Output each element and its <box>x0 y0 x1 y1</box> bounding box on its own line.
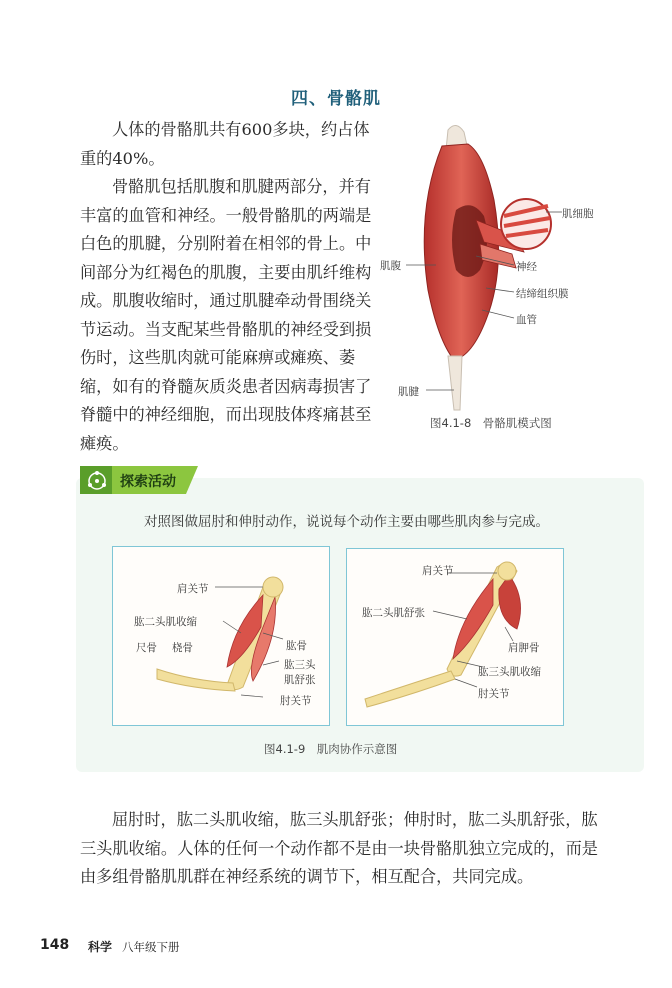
flex-label-humerus: 肱骨 <box>286 640 307 652</box>
extend-label-elbow: 肘关节 <box>478 688 510 700</box>
molecule-icon <box>86 470 108 492</box>
label-tendon: 肌腱 <box>398 386 419 398</box>
flex-label-radius: 桡骨 <box>172 642 193 654</box>
flex-label-triceps-1: 肱三头 <box>284 659 316 671</box>
paragraph-elbow-movement: 屈肘时，肱二头肌收缩，肱三头肌舒张；伸肘时，肱二头肌舒张，肱三头肌收缩。人体的任何一个动作都不是由一块骨骼肌独立完成的，而是由多组骨骼肌肌群在神经系统的调节下，相互配合，共同完成。 <box>80 810 598 886</box>
panel-extension <box>346 548 564 726</box>
section-title: 四、骨骼肌 <box>291 89 381 109</box>
paragraph-muscle-structure: 骨骼肌包括肌腹和肌腱两部分，并有丰富的血管和神经。一般骨骼肌的两端是白色的肌腱，分别附着在相邻的骨上。中间部分为红褐色的肌腹，主要由肌纤维构成。肌腹收缩时，通过肌腱牵动骨围绕关节运动。当支配某些骨骼肌的神经受到损伤时，这些肌肉就可能麻痹或瘫痪、萎缩，如有的脊髓灰质炎患者因病毒损害了脊髓中的神经细胞，而出现肢体疼痛甚至瘫痪。 <box>80 177 372 453</box>
extend-label-shoulder: 肩关节 <box>422 565 454 577</box>
label-nerve: 神经 <box>516 261 537 273</box>
flex-label-biceps: 肱二头肌收缩 <box>134 616 197 628</box>
label-connective-membrane: 结缔组织膜 <box>516 288 569 300</box>
label-blood-vessel: 血管 <box>516 314 537 326</box>
flex-label-ulna: 尺骨 <box>136 642 157 654</box>
extend-label-biceps: 肱二头肌舒张 <box>362 607 425 619</box>
page-number: 148 <box>40 937 70 953</box>
figure-caption-arm: 图4.1-9 肌肉协作示意图 <box>264 742 398 756</box>
label-muscle-cell: 肌细胞 <box>562 208 594 220</box>
footer-subject: 科学 <box>88 940 113 954</box>
label-muscle-belly: 肌腹 <box>380 260 401 272</box>
flex-label-elbow: 肘关节 <box>280 695 312 707</box>
extend-label-scapula: 肩胛骨 <box>508 642 540 654</box>
extension-illustration <box>347 549 563 725</box>
paragraph-muscle-count: 人体的骨骼肌共有600多块，约占体重的40%。 <box>80 120 370 168</box>
extend-label-triceps: 肱三头肌收缩 <box>478 666 541 678</box>
footer-grade: 八年级下册 <box>122 940 180 954</box>
flex-label-shoulder: 肩关节 <box>177 583 209 595</box>
muscle-diagram <box>376 120 616 420</box>
muscle-illustration <box>376 120 616 420</box>
explore-title: 探索活动 <box>120 474 176 490</box>
figure-caption-muscle: 图4.1-8 骨骼肌模式图 <box>430 416 552 430</box>
explore-instruction: 对照图做屈肘和伸肘动作，说说每个动作主要由哪些肌肉参与完成。 <box>144 514 549 530</box>
flex-label-triceps-2: 肌舒张 <box>284 674 316 686</box>
